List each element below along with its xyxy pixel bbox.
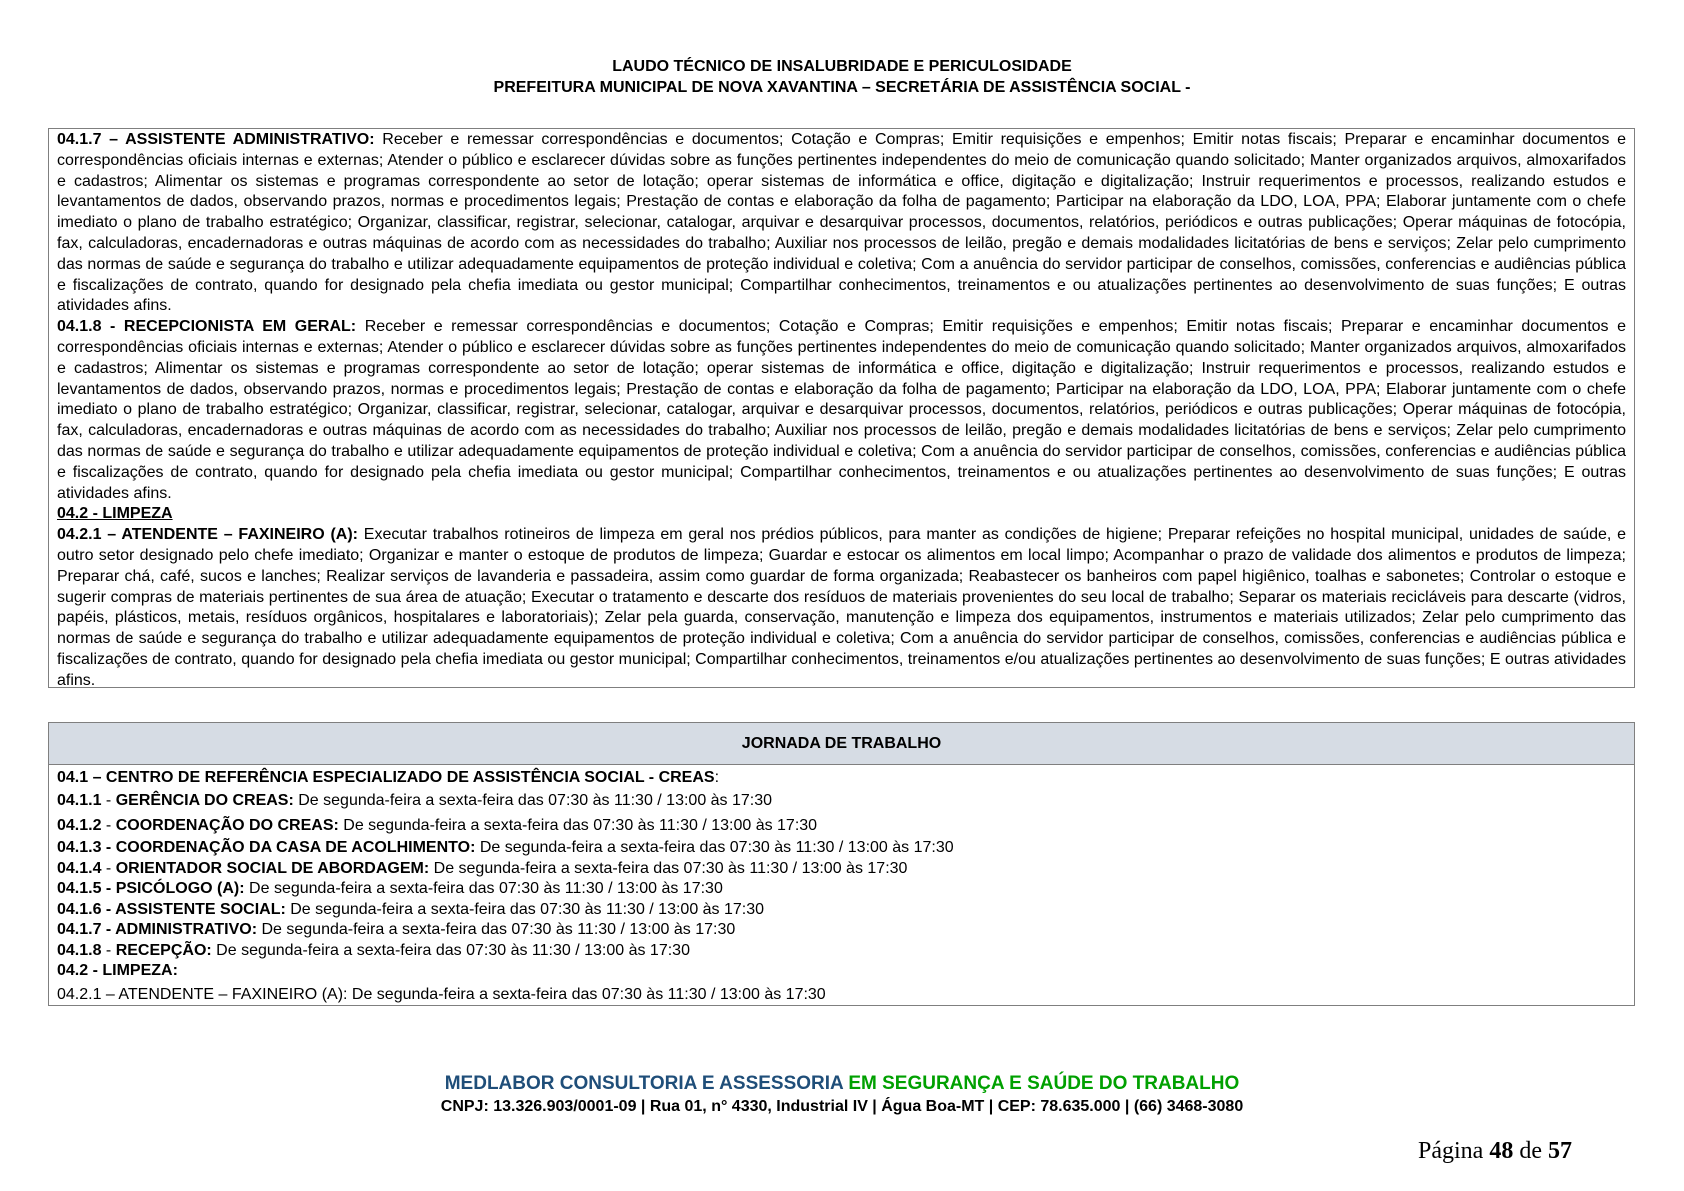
schedule-line-faxineiro — [57, 982, 1626, 1007]
schedule-separator: - — [101, 859, 116, 877]
document-subtitle: PREFEITURA MUNICIPAL DE NOVA XAVANTINA – SECRETÁRIA DE ASSISTÊNCIA SOCIAL - — [493, 79, 1191, 96]
company-contact: CNPJ: 13.326.903/0001-09 | Rua 01, n° 4330, Industrial IV | Água Boa-MT | CEP: 78.635.000 | (66) 3468-3080 — [440, 1098, 1244, 1115]
description-title: 04.1.7 – ASSISTENTE ADMINISTRATIVO: — [57, 131, 375, 148]
schedule-role: COORDENAÇÃO DO CREAS: — [115, 817, 339, 834]
schedule-line-limpeza — [57, 961, 1626, 982]
schedule-hours: De segunda-feira a sexta-feira das 07:30 às 11:30 / 13:00 às 17:30 — [211, 941, 690, 959]
document-header — [0, 56, 1684, 98]
page-number-prefix: Página — [1418, 1138, 1490, 1164]
schedule-separator: - — [101, 941, 116, 959]
schedule-hours: De segunda-feira a sexta-feira das 07:30 às 11:30 / 13:00 às 17:30 — [475, 839, 954, 856]
schedule-hours: De segunda-feira a sexta-feira das 07:30 às 11:30 / 13:00 às 17:30 — [244, 880, 723, 897]
schedule-role: 04.1.6 - ASSISTENTE SOCIAL: — [57, 900, 286, 918]
page-number — [1418, 1137, 1572, 1165]
schedule-hours: De segunda-feira a sexta-feira das 07:30 às 11:30 / 13:00 às 17:30 — [257, 921, 736, 938]
schedule-line-gerencia — [57, 788, 1626, 813]
schedule-code: 04.1.8 — [57, 941, 102, 959]
schedule-role: GERÊNCIA DO CREAS: — [115, 792, 294, 809]
schedule-line-creas — [57, 767, 1626, 788]
schedule-line-assistente-social — [57, 900, 1626, 921]
document-title: LAUDO TÉCNICO DE INSALUBRIDADE E PERICULOSIDADE — [612, 58, 1072, 75]
schedule-line-orientador — [57, 859, 1626, 880]
schedule-role: 04.1.3 - COORDENAÇÃO DA CASA DE ACOLHIMENTO: — [57, 839, 476, 856]
description-paragraph-0421 — [57, 525, 1626, 691]
page-number-total: 57 — [1548, 1138, 1572, 1164]
company-name-green: EM SEGURANÇA E SAÚDE DO TRABALHO — [843, 1073, 1240, 1094]
schedule-line-coordenacao — [57, 813, 1626, 838]
schedule-separator: - — [101, 792, 116, 809]
description-text: Receber e remessar correspondências e documentos; Cotação e Compras; Emitir requisições e empenhos; Emitir notas fiscais; Preparar e encaminhar documentos e correspondências oficiais internas e externas; Atender o público e esclarecer dúvidas sobre as funções pertinentes independentes do meio de comunicação quando solicitado; Manter organizados arquivos, almoxarifados e cadastros; Alimentar os sistemas e programas correspondente ao setor de lotação; operar sistemas de informática e office, digitação e digitalização; Instruir requerimentos e processos, realizando estudos e levantamentos de dados, observando prazos, normas e procedimentos legais; Prestação de contas e elaboração da folha de pagamento; Participar na elaboração da LDO, LOA, PPA; Elaborar juntamente com o chefe imediato o plano de trabalho estratégico; Organizar, classificar, registrar, selecionar, catalogar, arquivar e desarquivar processos, documentos, relatórios, periódicos e outras publicações; Operar máquinas de fotocópia, fax, calculadoras, encadernadoras e outras máquinas de acordo com as necessidades do trabalho; Auxiliar nos processos de leilão, pregão e demais modalidades licitatórias de bens e serviços; Zelar pelo cumprimento das normas de saúde e segurança do trabalho e utilizar adequadamente equipamentos de proteção individual e coletiva; Com a anuência do servidor participar de conselhos, comissões, conferencias e audiências pública e fiscalizações de contrato, quando for designado pela chefia imediata ou gestor municipal; Compartilhar conhecimentos, treinamentos e ou atualizações pertinentes ao desenvolvimento de suas funções; E outras atividades afins. — [57, 131, 1627, 315]
company-name-blue: MEDLABOR CONSULTORIA E ASSESSORIA — [444, 1073, 844, 1094]
description-text: Executar trabalhos rotineiros de limpeza em geral nos prédios públicos, para manter as condições de higiene; Preparar refeições no hospital municipal, unidades de saúde, e outro setor designado pelo chefe imediato; Organizar e manter o estoque de produtos de limpeza; Guardar e estocar os alimentos em local limpo; Acompanhar o prazo de validade dos alimentos e produtos de limpeza; Preparar chá, café, sucos e lanches; Realizar serviços de lavanderia e passadeira, assim como guardar de forma organizada; Reabastecer os banheiros com papel higiênico, toalhas e sabonetes; Controlar o estoque e sugerir compras de materiais pertinentes de sua área de atuação; Executar o tratamento e descarte dos resíduos de materiais provenientes do seu local de trabalho; Separar os materiais recicláveis para descarte (vidros, papéis, plásticos, metais, resíduos orgânicos, hospitalares e laboratoriais); Zelar pela guarda, conservação, manutenção e limpeza dos equipamentos, instrumentos e materiais utilizados; Zelar pelo cumprimento das normas de saúde e segurança do trabalho e utilizar adequadamente equipamentos de proteção individual e coletiva; Com a anuência do servidor participar de conselhos, comissões, conferencias e audiências pública e fiscalizações de contrato, quando for designado pela chefia imediata ou gestor municipal; Compartilhar conhecimentos, treinamentos e/ou atualizações pertinentes ao desenvolvimento de suas funções; E outras atividades afins. — [57, 526, 1626, 689]
description-text: Receber e remessar correspondências e documentos; Cotação e Compras; Emitir requisições e empenhos; Emitir notas fiscais; Preparar e encaminhar documentos e correspondências oficiais internas e externas; Atender o público e esclarecer dúvidas sobre as funções pertinentes independentes do meio de comunicação quando solicitado; Manter organizados arquivos, almoxarifados e cadastros; Alimentar os sistemas e programas correspondente ao setor de lotação; operar sistemas de informática e office, digitação e digitalização; Instruir requerimentos e processos, realizando estudos e levantamentos de dados, observando prazos, normas e procedimentos legais; Prestação de contas e elaboração da folha de pagamento; Participar na elaboração da LDO, LOA, PPA; Elaborar juntamente com o chefe imediato o plano de trabalho estratégico; Organizar, classificar, registrar, selecionar, catalogar, arquivar e desarquivar processos, documentos, relatórios, periódicos e outras publicações; Operar máquinas de fotocópia, fax, calculadoras, encadernadoras e outras máquinas de acordo com as necessidades do trabalho; Auxiliar nos processos de leilão, pregão e demais modalidades licitatórias de bens e serviços; Zelar pelo cumprimento das normas de saúde e segurança do trabalho e utilizar adequadamente equipamentos de proteção individual e coletiva; Com a anuência do servidor participar de conselhos, comissões, conferencias e audiências pública e fiscalizações de contrato, quando for designado pela chefia imediata ou gestor municipal; Compartilhar conhecimentos, treinamentos e ou atualizações pertinentes ao desenvolvimento de suas funções; E outras atividades afins. — [57, 318, 1626, 502]
page-footer — [0, 1072, 1684, 1118]
schedule-code: 04.1.4 — [57, 859, 102, 877]
schedule-heading: 04.1 – CENTRO DE REFERÊNCIA ESPECIALIZADO DE ASSISTÊNCIA SOCIAL - CREAS — [57, 769, 715, 786]
job-descriptions-box — [48, 128, 1635, 688]
schedule-hours: De segunda-feira a sexta-feira das 07:30 às 11:30 / 13:00 às 17:30 — [429, 859, 908, 877]
schedule-role: RECEPÇÃO: — [115, 941, 212, 959]
description-title: 04.2.1 – ATENDENTE – FAXINEIRO (A): — [57, 526, 358, 544]
description-title: 04.1.8 - RECEPCIONISTA EM GERAL: — [57, 318, 357, 336]
schedule-hours: De segunda-feira a sexta-feira das 07:30 às 11:30 / 13:00 às 17:30 — [285, 900, 765, 918]
schedule-hours: De segunda-feira a sexta-feira das 07:30 às 11:30 / 13:00 às 17:30 — [293, 792, 773, 809]
page-number-current: 48 — [1489, 1138, 1514, 1164]
description-paragraph-0417 — [57, 130, 1626, 317]
schedule-heading: 04.2 - LIMPEZA: — [57, 962, 178, 979]
section-heading-limpeza: 04.2 - LIMPEZA — [57, 505, 173, 523]
schedule-role: 04.1.7 - ADMINISTRATIVO: — [57, 921, 258, 938]
company-name — [0, 1072, 1684, 1096]
schedule-text: : — [714, 769, 720, 786]
schedule-code: 04.1.1 — [57, 792, 102, 809]
schedule-role: ORIENTADOR SOCIAL DE ABORDAGEM: — [115, 859, 430, 877]
schedule-hours: 04.2.1 – ATENDENTE – FAXINEIRO (A): De segunda-feira a sexta-feira das 07:30 às 11:30 / 13:00 às 17:30 — [57, 985, 826, 1003]
schedule-line-casa-acolhimento — [57, 838, 1626, 859]
schedule-separator: - — [101, 817, 116, 834]
page-number-middle: de — [1513, 1138, 1548, 1164]
description-paragraph-0418 — [57, 317, 1626, 504]
schedule-line-administrativo — [57, 920, 1626, 941]
work-schedule-body — [49, 765, 1634, 1007]
schedule-hours: De segunda-feira a sexta-feira das 07:30 às 11:30 / 13:00 às 17:30 — [338, 817, 818, 834]
schedule-line-psicologo — [57, 879, 1626, 900]
schedule-line-recepcao — [57, 941, 1626, 962]
work-schedule-title: JORNADA DE TRABALHO — [49, 723, 1634, 765]
schedule-role: 04.1.5 - PSICÓLOGO (A): — [57, 880, 245, 897]
work-schedule-table — [48, 722, 1635, 1006]
schedule-code: 04.1.2 — [57, 817, 102, 834]
